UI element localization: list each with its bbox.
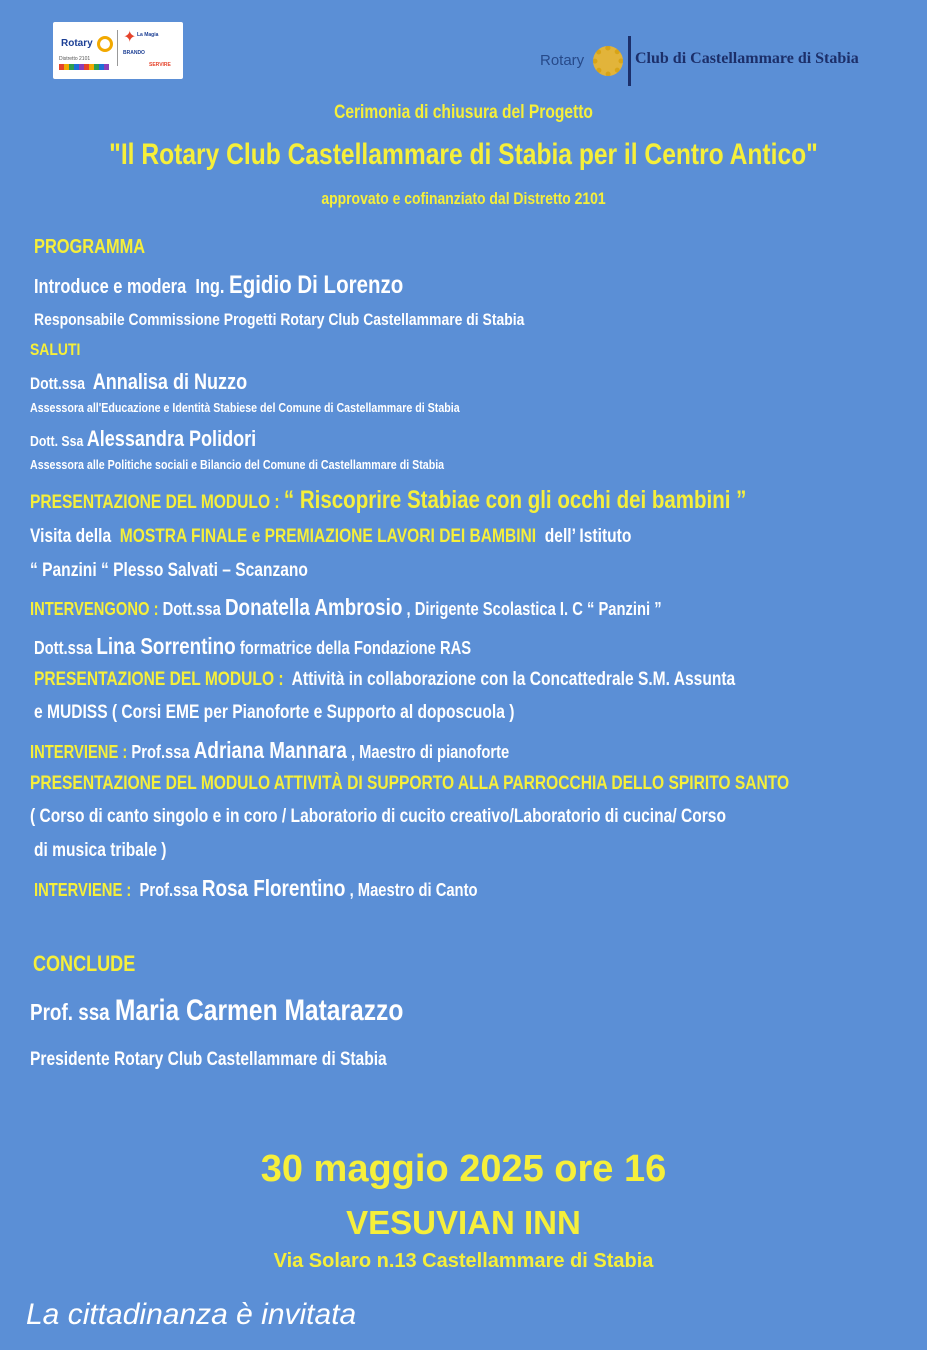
- logo-rotary-text: Rotary: [540, 52, 585, 69]
- event-date: 30 maggio 2025 ore 16: [260, 1148, 667, 1190]
- rotary-wheel-icon: [593, 46, 623, 76]
- project-title: "Il Rotary Club Castellammare di Stabia per il Centro Antico": [109, 138, 818, 171]
- club-name: Club di Castellammare di Stabia: [635, 50, 859, 67]
- modulo2-line: PRESENTAZIONE DEL MODULO : Attività in collaborazione con la Concattedrale S.M. Assunta: [34, 669, 736, 690]
- visit-line-2: “ Panzini “ Plesso Salvati – Scanzano: [30, 560, 308, 581]
- intervengono-line: INTERVENGONO : Dott.ssa Donatella Ambrosio , Dirigente Scolastica I. C “ Panzini ”: [30, 594, 662, 620]
- modulo1-title: “ Riscoprire Stabiae con gli occhi dei bambini ”: [283, 486, 747, 514]
- modulo3-label: PRESENTAZIONE DEL MODULO ATTIVITÀ DI SUPPORTO ALLA PARROCCHIA DELLO SPIRITO SANTO: [30, 773, 790, 794]
- event-venue: VESUVIAN INN: [346, 1204, 581, 1241]
- color-bars-icon: [59, 64, 109, 70]
- conclude-role: Presidente Rotary Club Castellammare di Stabia: [30, 1049, 387, 1070]
- header-line1: Cerimonia di chiusura del Progetto: [334, 102, 593, 123]
- modulo1-line: PRESENTAZIONE DEL MODULO : “ Riscoprire Stabiae con gli occhi dei bambini ”: [30, 486, 747, 514]
- saluti-person-2: Dott. Ssa Alessandra Polidori: [30, 426, 257, 451]
- event-address: Via Solaro n.13 Castellammare di Stabia: [273, 1250, 654, 1272]
- invite-text: La cittadinanza è invitata: [26, 1298, 357, 1331]
- modulo3-line-2: di musica tribale ): [34, 840, 167, 861]
- programma-heading: PROGRAMMA: [34, 236, 146, 258]
- modulo2-interviene: INTERVIENE : Prof.ssa Adriana Mannara , Maestro di pianoforte: [30, 737, 510, 763]
- star-icon: ✦: [123, 29, 137, 46]
- modulo3-interviene: INTERVIENE : Prof.ssa Rosa Florentino , Maestro di Canto: [34, 875, 478, 901]
- intervengono-line-2: Dott.ssa Lina Sorrentino formatrice della Fondazione RAS: [34, 633, 472, 659]
- header-line3: approvato e cofinanziato dal Distretto 2101: [321, 189, 606, 208]
- logo-rotary-text: Rotary: [61, 38, 93, 49]
- saluti-heading: SALUTI: [30, 340, 81, 359]
- conclude-heading: CONCLUDE: [33, 951, 136, 976]
- visit-line: Visita della MOSTRA FINALE e PREMIAZIONE LAVORI DEI BAMBINI dell’ Istituto: [30, 526, 632, 547]
- moderator-role: Responsabile Commissione Progetti Rotary Club Castellammare di Stabia: [34, 310, 525, 329]
- saluti-role-2: Assessora alle Politiche sociali e Bilancio del Comune di Castellammare di Stabia: [30, 457, 445, 472]
- conclude-person: Prof. ssa Maria Carmen Matarazzo: [30, 994, 404, 1027]
- district-logo: Rotary ✦ La Magia BRANDO SERVIRE Distretto 2101: [53, 22, 183, 79]
- moderator-name: Egidio Di Lorenzo: [229, 271, 404, 299]
- moderator-line: Introduce e modera Ing. Egidio Di Lorenzo: [34, 271, 404, 299]
- saluti-role-1: Assessora all'Educazione e Identità Stabiese del Comune di Castellammare di Stabia: [30, 400, 460, 415]
- modulo3-line: ( Corso di canto singolo e in coro / Laboratorio di cucito creativo/Laboratorio di cucina/ Corso: [30, 806, 726, 827]
- modulo2-line-2: e MUDISS ( Corsi EME per Pianoforte e Supporto al doposcuola ): [34, 702, 515, 723]
- saluti-person-1: Dott.ssa Annalisa di Nuzzo: [30, 369, 248, 394]
- rotary-wheel-icon: [97, 36, 113, 52]
